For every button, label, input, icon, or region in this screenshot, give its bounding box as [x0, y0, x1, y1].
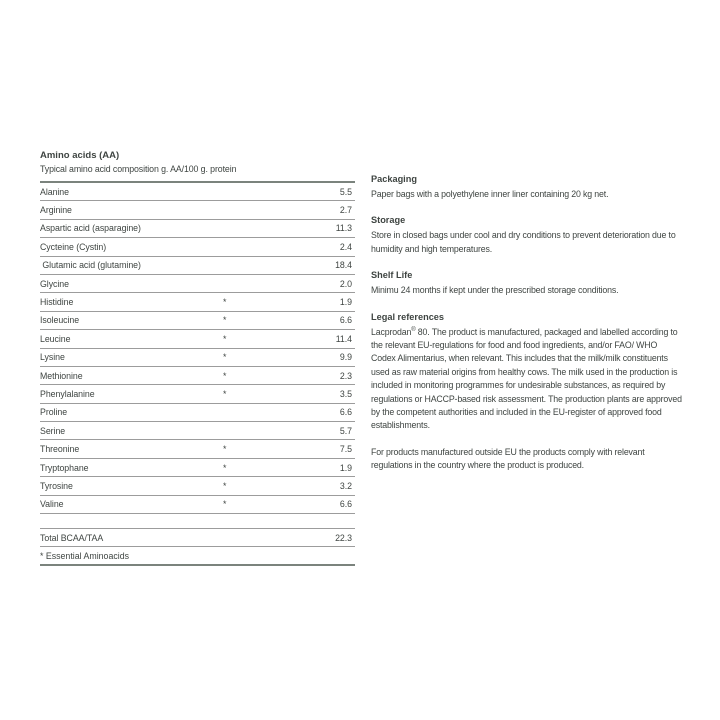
amino-acid-name: Tyrosine: [40, 480, 73, 491]
section-legal-references: [371, 312, 684, 473]
essential-marker: *: [223, 352, 227, 363]
amino-acid-value: 2.7: [339, 205, 352, 216]
essential-marker: *: [223, 480, 227, 491]
legal-body-text: 80. The product is manufactured, packaged and labelled according to the relevant EU-regulations for food and food ingredients, and/or FAO/ WHO Codex Alimentarius, when relevant. This includes that the milk/milk constituents used as raw material origins from healthy cows. The milk used in the production is included in monitoring programmes for undesirable substances, as required by regulations or HACCP-based risk assessment. The production plants are approved by the competent authorities and included in the EU-register of approved food establishments.: [371, 326, 682, 431]
table-row: [40, 459, 355, 477]
amino-acid-value: 1.9: [339, 297, 352, 308]
table-row: [40, 275, 355, 293]
amino-acid-name: Proline: [40, 407, 68, 418]
amino-acid-rows: [40, 181, 355, 514]
amino-acid-value: 1.9: [339, 462, 352, 473]
amino-acid-name: Phenylalanine: [40, 388, 95, 399]
amino-acid-value: 3.5: [339, 388, 352, 399]
total-label: Total BCAA/TAA: [40, 532, 104, 543]
packaging-heading: Packaging: [371, 174, 417, 184]
packaging-body: Paper bags with a polyethylene inner liner containing 20 kg net.: [371, 189, 609, 199]
table-title: Amino acids (AA): [40, 150, 120, 161]
amino-acid-name: Glycine: [40, 278, 69, 289]
amino-acid-value: 2.0: [339, 278, 352, 289]
amino-acid-value: 7.5: [339, 444, 352, 455]
shelf-life-body: Minimu 24 months if kept under the prescribed storage conditions.: [371, 285, 619, 296]
brand-name: Lacprodan: [371, 326, 412, 337]
amino-acid-value: 11.3: [335, 223, 352, 234]
section-shelf-life: [371, 270, 684, 297]
essential-marker: *: [223, 499, 227, 510]
shelf-life-heading: Shelf Life: [371, 270, 413, 281]
amino-acid-name: Valine: [40, 499, 64, 510]
amino-acid-value: 2.3: [339, 370, 352, 381]
amino-acid-name: Leucine: [40, 333, 71, 344]
amino-acid-name: Arginine: [40, 205, 72, 216]
table-row: [40, 220, 355, 238]
amino-acid-name: Lysine: [40, 352, 65, 363]
amino-acid-value: 9.9: [339, 352, 352, 363]
amino-acid-name: Methionine: [40, 370, 83, 381]
table-row: [40, 477, 355, 495]
essential-marker: *: [223, 388, 227, 399]
amino-acid-name: Cycteine (Cystin): [40, 241, 107, 252]
essential-marker: *: [223, 444, 227, 455]
storage-heading: Storage: [371, 215, 406, 226]
footnote-row: [40, 547, 355, 566]
essential-marker: *: [223, 315, 227, 326]
amino-acid-value: 18.4: [335, 260, 352, 271]
table-row: [40, 349, 355, 367]
table-row: [40, 312, 355, 330]
amino-acid-name: Aspartic acid (asparagine): [40, 223, 141, 234]
total-value: 22.3: [335, 532, 352, 543]
essential-marker: *: [223, 297, 227, 308]
table-row: [40, 496, 355, 514]
amino-acid-value: 6.6: [339, 499, 352, 510]
section-packaging: [371, 174, 684, 201]
amino-acid-name: Histidine: [40, 297, 74, 308]
amino-acid-name: Serine: [40, 425, 66, 436]
amino-acid-name: Isoleucine: [40, 315, 80, 326]
legal-body: [371, 326, 684, 433]
essential-marker: *: [223, 333, 227, 344]
info-sections: [371, 174, 684, 487]
section-storage: [371, 215, 684, 256]
table-row: [40, 422, 355, 440]
table-row: [40, 385, 355, 403]
legal-heading: Legal references: [371, 311, 445, 322]
table-row: [40, 367, 355, 385]
essential-marker: *: [223, 462, 227, 473]
total-row: [40, 528, 355, 547]
amino-acid-value: 2.4: [339, 241, 352, 252]
table-row: [40, 330, 355, 348]
table-row: [40, 183, 355, 201]
table-row: [40, 404, 355, 422]
essential-footnote: * Essential Aminoacids: [40, 550, 129, 561]
amino-acid-value: 11.4: [335, 333, 352, 344]
amino-acid-name: Tryptophane: [40, 462, 89, 473]
amino-acid-name: Alanine: [40, 186, 69, 197]
storage-body: Store in closed bags under cool and dry conditions to prevent deterioration due to humidity and high temperatures.: [371, 230, 676, 254]
table-row: [40, 440, 355, 458]
table-subtitle: Typical amino acid composition g. AA/100 g. protein: [40, 164, 237, 174]
amino-acid-value: 3.2: [339, 480, 352, 491]
table-spacer: [40, 514, 355, 528]
amino-acid-name: Glutamic acid (glutamine): [40, 260, 141, 271]
amino-acid-table: [40, 150, 355, 566]
legal-body-2: For products manufactured outside EU the products comply with relevant regulations in the country where the product is produced.: [371, 446, 645, 471]
amino-acid-name: Threonine: [40, 444, 80, 455]
table-row: [40, 257, 355, 275]
amino-acid-value: 6.6: [339, 315, 352, 326]
registered-trademark-symbol: ®: [411, 326, 416, 333]
table-row: [40, 238, 355, 256]
table-row: [40, 201, 355, 219]
table-row: [40, 293, 355, 311]
amino-acid-value: 5.7: [339, 425, 352, 436]
amino-acid-value: 6.6: [339, 407, 352, 418]
amino-acid-value: 5.5: [339, 186, 352, 197]
essential-marker: *: [223, 370, 227, 381]
